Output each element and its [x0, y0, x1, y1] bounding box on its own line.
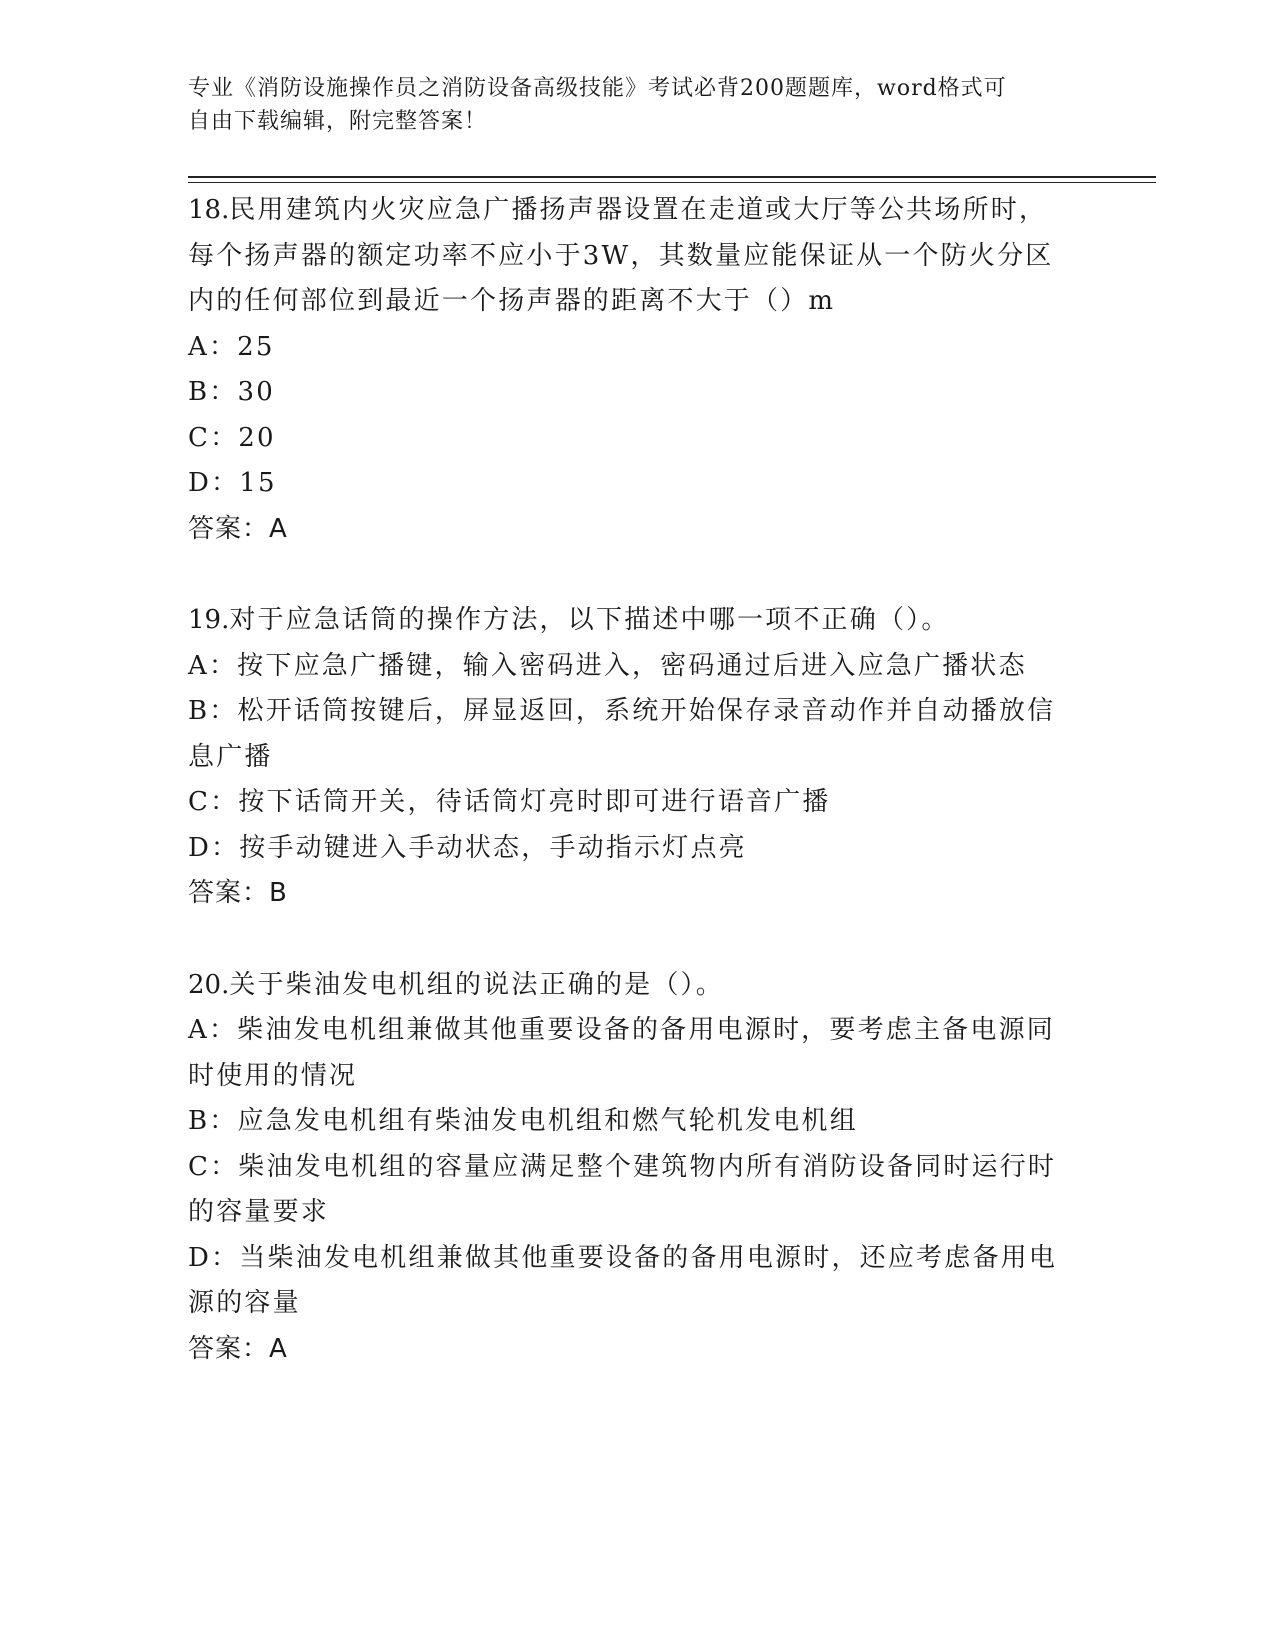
question-text: 民用建筑内火灾应急广播扬声器设置在走道或大厅等公共场所时，每个扬声器的额定功率不应小于3W，其数量应能保证从一个防火分区内的任何部位到最近一个扬声器的距离不大于（）m	[188, 195, 1054, 316]
header-line-2: 自由下载编辑，附完整答案！	[188, 109, 488, 134]
header-divider-thick	[188, 176, 1156, 178]
question-20	[188, 963, 1068, 1373]
option-d: D：15	[188, 468, 277, 498]
question-text: 关于柴油发电机组的说法正确的是（）。	[229, 969, 724, 1000]
option-c: C：20	[188, 422, 276, 453]
header-divider-thin	[188, 182, 1156, 183]
option-b: B：30	[188, 377, 275, 407]
question-stem	[188, 963, 1068, 1009]
question-stem	[188, 598, 1068, 644]
option-a: A：按下应急广播键，输入密码进入，密码通过后进入应急广播状态	[188, 650, 1027, 681]
question-number: 18.	[188, 195, 230, 225]
option-b: B：应急发电机组有柴油发电机组和燃气轮机发电机组	[188, 1106, 858, 1136]
option-a: A：25	[188, 331, 275, 362]
question-number: 19.	[188, 605, 230, 635]
question-text: 对于应急话筒的操作方法，以下描述中哪一项不正确（）。	[229, 605, 950, 635]
answer-line: 答案：A	[188, 513, 288, 544]
option-d: D：按手动键进入手动状态，手动指示灯点亮	[188, 832, 747, 863]
header-line-1: 专业《消防设施操作员之消防设备高级技能》考试必背200题题库，word格式可	[188, 76, 1007, 101]
question-19	[188, 598, 1068, 917]
option-c: C：柴油发电机组的容量应满足整个建筑物内所有消防设备同时运行时的容量要求	[188, 1151, 1057, 1227]
answer-line: 答案：B	[188, 878, 288, 908]
question-stem	[188, 188, 1068, 325]
option-a: A：柴油发电机组兼做其他重要设备的备用电源时，要考虑主备电源同时使用的情况	[188, 1015, 1055, 1091]
answer-line: 答案：A	[188, 1333, 288, 1364]
option-c: C：按下话筒开关，待话筒灯亮时即可进行语音广播	[188, 787, 831, 817]
option-d: D：当柴油发电机组兼做其他重要设备的备用电源时，还应考虑备用电源的容量	[188, 1242, 1058, 1318]
question-list	[188, 188, 1068, 1418]
question-18	[188, 188, 1068, 552]
option-b: B：松开话筒按键后，屏显返回，系统开始保存录音动作并自动播放信息广播	[188, 696, 1056, 772]
document-header	[188, 72, 1068, 138]
question-number: 20.	[188, 969, 230, 1000]
